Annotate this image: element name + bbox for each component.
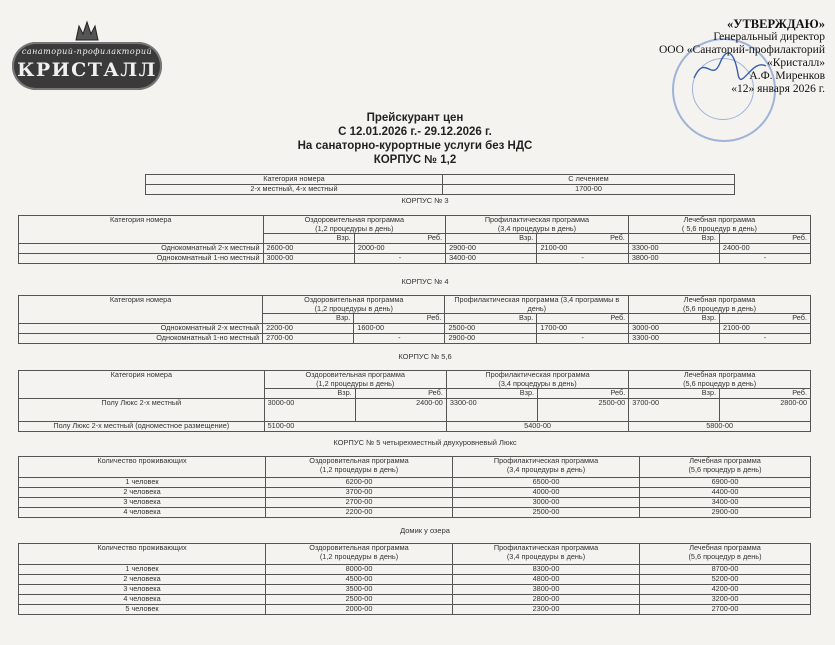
table-row: [19, 488, 811, 498]
row-name: 3 человека: [19, 585, 266, 595]
title-line: Прейскурант цен: [366, 112, 464, 124]
program-header: Лечебная программа (5,6 процедур в день): [629, 296, 811, 314]
table-row: [19, 399, 811, 422]
table-row: [19, 498, 811, 508]
price-cell: -: [537, 334, 629, 344]
logo-subtitle: санаторий-профилакторий: [21, 47, 153, 56]
subheader-cell: Взр.: [629, 314, 720, 324]
table-row: [19, 508, 811, 518]
doc-title: [250, 111, 580, 167]
table-row: [19, 216, 811, 234]
price-cell: 6500-00: [453, 478, 640, 488]
subheader-cell: Реб.: [537, 314, 629, 324]
price-cell: -: [719, 254, 810, 264]
price-cell: 2800-00: [720, 399, 811, 422]
program-header: Профилактическая программа (3,4 процедуры в день): [446, 216, 629, 234]
title-line: С 12.01.2026 г.- 29.12.2026 г.: [338, 126, 492, 138]
price-cell: 4200-00: [640, 585, 811, 595]
program-header: Лечебная программа (5,6 процедур в день): [640, 457, 811, 478]
table-row: [19, 595, 811, 605]
approval-line: «Кристалл»: [766, 57, 825, 69]
subheader-cell: Взр.: [264, 389, 355, 399]
subheader-cell: Взр.: [628, 234, 719, 244]
price-cell: 3400-00: [446, 254, 537, 264]
row-name: 4 человека: [19, 595, 266, 605]
subheader-cell: Реб.: [719, 234, 810, 244]
price-cell: 3300-00: [446, 399, 537, 422]
price-cell: 2400-00: [355, 399, 446, 422]
program-header: Оздоровительная программа (1,2 процедуры в день): [266, 544, 453, 565]
price-cell: 2600-00: [263, 244, 354, 254]
table-row: [19, 334, 811, 344]
price-cell: 6900-00: [640, 478, 811, 488]
row-name: 1 человек: [19, 478, 266, 488]
subheader-cell: Взр.: [263, 234, 354, 244]
header-cell: Количество проживающих: [19, 457, 266, 478]
price-cell: 8000-00: [266, 565, 453, 575]
price-cell: 2200-00: [263, 324, 354, 334]
price-cell: 3300-00: [629, 334, 720, 344]
row-name: Однокомнатный 2-х местный: [19, 324, 263, 334]
logo-name: КРИСТАЛЛ: [17, 59, 157, 81]
program-header: Профилактическая программа (3,4 процедуры в день): [453, 457, 640, 478]
price-cell: 3000-00: [263, 254, 354, 264]
table-row: [19, 565, 811, 575]
row-name: 1 человек: [19, 565, 266, 575]
table-lake-house: [18, 543, 811, 615]
row-name: Однокомнатный 1-но местный: [19, 254, 264, 264]
price-cell: 5200-00: [640, 575, 811, 585]
row-name: Однокомнатный 2-х местный: [19, 244, 264, 254]
price-cell: 2500-00: [538, 399, 629, 422]
subheader-cell: Реб.: [354, 314, 445, 324]
table-korpus-5-lux: [18, 456, 811, 518]
approval-line: А.Ф. Миренков: [749, 70, 825, 82]
price-cell: 3700-00: [266, 488, 453, 498]
price-cell: 2000-00: [354, 244, 445, 254]
price-cell: 1600-00: [354, 324, 445, 334]
price-cell: 2500-00: [445, 324, 537, 334]
table-row: [19, 324, 811, 334]
price-cell: -: [354, 334, 445, 344]
price-cell: 3400-00: [640, 498, 811, 508]
table-korpus-3: [18, 215, 811, 264]
table-row: [146, 185, 735, 195]
table-row: [19, 575, 811, 585]
price-cell: 4400-00: [640, 488, 811, 498]
price-cell: 2000-00: [266, 605, 453, 615]
section-heading: КОРПУС № 5,6: [398, 352, 452, 361]
price-cell: 2200-00: [266, 508, 453, 518]
header-cell: С лечением: [443, 175, 735, 185]
subheader-cell: Реб.: [538, 389, 629, 399]
table-row: [19, 457, 811, 478]
row-name: 4 человека: [19, 508, 266, 518]
price-cell: 1700-00: [443, 185, 735, 195]
header-cell: Категория номера: [19, 216, 264, 244]
crown-icon: [74, 20, 100, 42]
table-korpus-56: [18, 370, 811, 432]
table-row: [19, 254, 811, 264]
table-row: [19, 422, 811, 432]
approval-line: Генеральный директор: [713, 31, 825, 43]
table-row: [19, 478, 811, 488]
price-cell: 3300-00: [628, 244, 719, 254]
header-cell: Категория номера: [146, 175, 443, 185]
program-header: Профилактическая программа (3,4 процедуры в день): [453, 544, 640, 565]
header-cell: Категория номера: [19, 371, 265, 399]
header-cell: Количество проживающих: [19, 544, 266, 565]
price-cell: 3800-00: [628, 254, 719, 264]
program-header: Оздоровительная программа (1,2 процедуры в день): [264, 371, 446, 389]
price-cell: 2100-00: [720, 324, 811, 334]
row-name: 2 человека: [19, 575, 266, 585]
price-cell: 2700-00: [640, 605, 811, 615]
price-cell: 5100-00: [264, 422, 446, 432]
price-cell: 2900-00: [640, 508, 811, 518]
price-cell: 3800-00: [453, 585, 640, 595]
subheader-cell: Реб.: [354, 234, 445, 244]
section-heading: КОРПУС № 3: [401, 196, 449, 205]
price-cell: 2900-00: [446, 244, 537, 254]
table-korpus-4: [18, 295, 811, 344]
price-cell: -: [537, 254, 628, 264]
price-cell: 2700-00: [263, 334, 354, 344]
program-header: Профилактическая программа (3,4 процедуры в день): [446, 371, 628, 389]
price-cell: 4500-00: [266, 575, 453, 585]
program-header: Оздоровительная программа (1,2 процедуры в день): [263, 296, 445, 314]
program-header: Лечебная программа (5,6 процедур в день): [629, 371, 811, 389]
price-cell: 3500-00: [266, 585, 453, 595]
table-korpus-12: [145, 174, 735, 195]
price-cell: 3000-00: [453, 498, 640, 508]
table-row: [19, 371, 811, 389]
row-name: 2 человека: [19, 488, 266, 498]
program-header: Лечебная программа ( 5,6 процедур в день): [628, 216, 810, 234]
subheader-cell: Реб.: [720, 314, 811, 324]
row-name: Полу Люкс 2-х местный: [19, 399, 265, 422]
table-row: [19, 244, 811, 254]
section-heading: КОРПУС № 5 четырехместный двухуровневый Люкс: [333, 438, 517, 447]
price-cell: -: [354, 254, 445, 264]
price-cell: 3200-00: [640, 595, 811, 605]
price-cell: 2500-00: [266, 595, 453, 605]
table-row: [146, 175, 735, 185]
price-cell: 2900-00: [445, 334, 537, 344]
price-cell: 2700-00: [266, 498, 453, 508]
subheader-cell: Реб.: [355, 389, 446, 399]
table-row: [19, 296, 811, 314]
program-header: Оздоровительная программа (1,2 процедуры в день): [266, 457, 453, 478]
section-heading: Домик у озера: [400, 526, 450, 535]
price-cell: 5400-00: [446, 422, 628, 432]
subheader-cell: Реб.: [537, 234, 628, 244]
subheader-cell: Взр.: [263, 314, 354, 324]
approval-head: «УТВЕРЖДАЮ»: [727, 17, 825, 31]
sanatorium-logo: [12, 42, 162, 90]
program-header: Профилактическая программа (3,4 программы в день): [445, 296, 629, 314]
row-name: 5 человек: [19, 605, 266, 615]
approval-block: [635, 18, 825, 96]
program-header: Лечебная программа (5,6 процедур в день): [640, 544, 811, 565]
price-cell: 2300-00: [453, 605, 640, 615]
section-heading: КОРПУС № 4: [401, 277, 449, 286]
price-cell: 3000-00: [264, 399, 355, 422]
subheader-cell: Взр.: [445, 314, 537, 324]
price-cell: -: [720, 334, 811, 344]
subheader-cell: Взр.: [446, 234, 537, 244]
price-cell: 2100-00: [537, 244, 628, 254]
price-cell: 6200-00: [266, 478, 453, 488]
price-cell: 2800-00: [453, 595, 640, 605]
price-cell: 8700-00: [640, 565, 811, 575]
approval-line: «12» января 2026 г.: [731, 83, 825, 95]
header-cell: Категория номера: [19, 296, 263, 324]
row-name: 2-х местный, 4-х местный: [146, 185, 443, 195]
price-cell: 2400-00: [719, 244, 810, 254]
price-cell: 2500-00: [453, 508, 640, 518]
price-cell: 5800-00: [629, 422, 811, 432]
price-cell: 3700-00: [629, 399, 720, 422]
row-name: Полу Люкс 2-х местный (одноместное размещение): [19, 422, 265, 432]
approval-line: ООО «Санаторий-профилакторий: [658, 44, 825, 56]
program-header: Оздоровительная программа (1,2 процедуры в день): [263, 216, 446, 234]
subheader-cell: Реб.: [720, 389, 811, 399]
price-cell: 4000-00: [453, 488, 640, 498]
title-line: КОРПУС № 1,2: [373, 154, 457, 166]
subheader-cell: Взр.: [629, 389, 720, 399]
price-cell: 8300-00: [453, 565, 640, 575]
table-row: [19, 544, 811, 565]
subheader-cell: Взр.: [446, 389, 537, 399]
table-row: [19, 585, 811, 595]
row-name: Однокомнатный 1-но местный: [19, 334, 263, 344]
title-line: На санаторно-курортные услуги без НДС: [297, 140, 533, 152]
table-row: [19, 605, 811, 615]
price-cell: 1700-00: [537, 324, 629, 334]
row-name: 3 человека: [19, 498, 266, 508]
price-cell: 4800-00: [453, 575, 640, 585]
price-cell: 3000-00: [629, 324, 720, 334]
